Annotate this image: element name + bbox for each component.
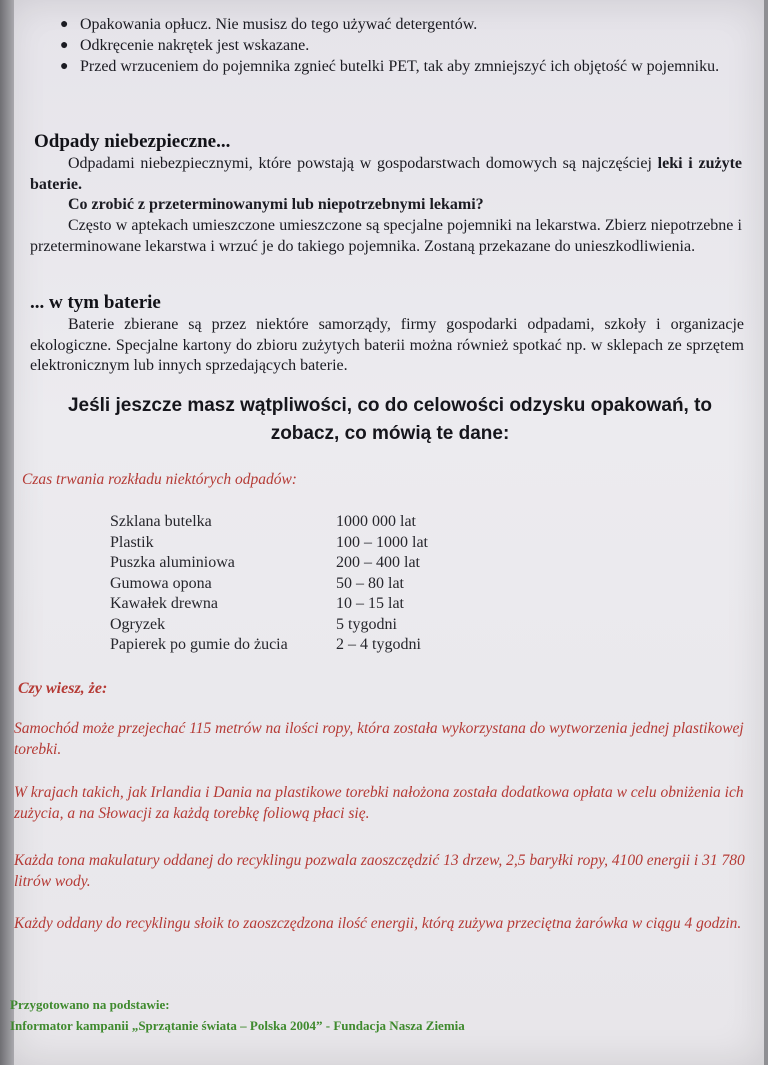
table-row: Puszka aluminiowa 200 – 400 lat: [110, 554, 420, 571]
batteries-text: Baterie zbierane są przez niektóre samorządy, firmy gospodarki odpadami, szkoły i organizacje ekologiczne. Specjalne kartony do zbioru zużytych baterii można również spotkać np. w sklepach ze sprzętem elektronicznym lub innych sprzedających baterie.: [30, 316, 744, 374]
medicine-answer: Często w aptekach umieszczone umieszczone są specjalne pojemniki na lekarstwa. Zbierz niepotrzebne i przeterminowane lekarstwa i wrzuć je do takiego pojemnika. Zostaną przekazane do unieszkodliwienia.: [30, 217, 742, 255]
decomposition-title: Czas trwania rozkładu niektórych odpadów:: [22, 471, 297, 488]
table-row: Kawałek drewna 10 – 15 lat: [110, 595, 404, 612]
batteries-heading: ... w tym baterie: [30, 292, 161, 313]
list-item: ● Odkręcenie nakrętek jest wskazane.: [60, 37, 310, 54]
fact-item: Każdy oddany do recyklingu słoik to zaoszczędzona ilość energii, którą zużywa przeciętna żarówka w ciągu 4 godzin.: [14, 915, 742, 932]
fact-item: Samochód może przejechać 115 metrów na ilości ropy, która została wykorzystana do wytworzenia jednej plastikowej torebki.: [14, 720, 744, 758]
list-item: ● Opakowania opłucz. Nie musisz do tego używać detergentów.: [60, 16, 478, 33]
fact-item: W krajach takich, jak Irlandia i Dania na plastikowe torebki nałożona została dodatkowa opłata w celu obniżenia ich zużycia, a na Słowacji za każdą torebkę foliową płaci się.: [14, 784, 744, 822]
doubts-heading: Jeśli jeszcze masz wątpliwości, co do celowości odzysku opakowań, to zobacz, co mówią te dane:: [67, 395, 713, 444]
list-item: ● Przed wrzuceniem do pojemnika zgnieć butelki PET, tak aby zmniejszyć ich objętość w pojemniku.: [60, 58, 720, 75]
source-text: Informator kampanii „Sprzątanie świata – Polska 2004” - Fundacja Nasza Ziemia: [10, 1018, 465, 1033]
fact-item: Każda tona makulatury oddanej do recyklingu pozwala zaoszczędzić 13 drzew, 2,5 baryłki ropy, 4100 energii i 31 780 litrów wody.: [14, 852, 745, 890]
bullet-list: [52, 14, 742, 77]
page-edge: [0, 0, 14, 1065]
table-row: Plastik 100 – 1000 lat: [110, 533, 428, 551]
table-row: Szklana butelka 1000 000 lat: [110, 513, 416, 530]
medicine-question: Co zrobić z przeterminowanymi lub niepotrzebnymi lekami?: [68, 196, 484, 213]
table-row: Ogryzek 5 tygodni: [110, 615, 397, 633]
table-row: Papierek po gumie do żucia 2 – 4 tygodni: [110, 636, 421, 653]
hazard-heading: Odpady niebezpieczne...: [34, 131, 231, 152]
table-row: Gumowa opona 50 – 80 lat: [110, 574, 404, 592]
decomposition-table: [110, 512, 536, 656]
facts-title: Czy wiesz, że:: [18, 680, 108, 697]
source-label: Przygotowano na podstawie:: [10, 997, 170, 1012]
hazard-intro: Odpadami niebezpiecznymi, które powstają w gospodarstwach domowych są najczęściej leki i zużyte baterie.: [30, 155, 743, 193]
